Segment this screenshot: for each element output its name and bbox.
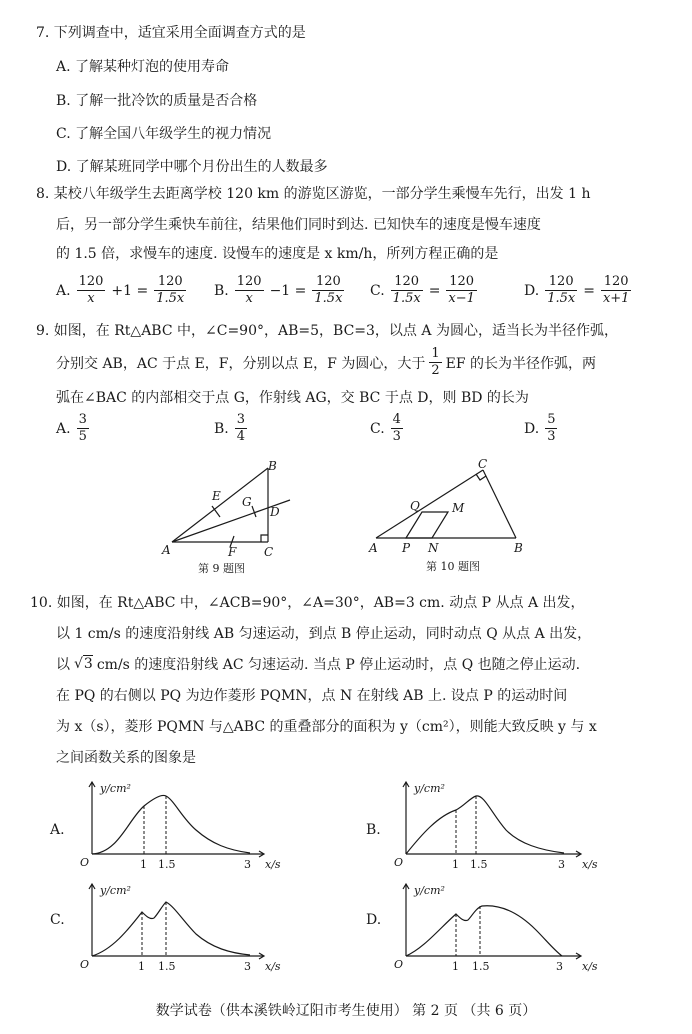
graph-b-ylabel: y/cm² <box>414 782 445 795</box>
q8-line3: 的 1.5 倍，求慢车的速度. 设慢车的速度是 x km/h，所列方程正确的是 <box>56 246 499 262</box>
operator: = <box>428 282 441 299</box>
label-n: N <box>428 541 439 555</box>
graph-d-tick-1: 1 <box>452 960 459 973</box>
q9-line1: 9. 如图，在 Rt△ABC 中，∠C=90°，AB=5，BC=3，以点 A 为圆心，适当长为半径作弧， <box>36 323 618 339</box>
q10-line2: 以 1 cm/s 的速度沿射线 AB 匀速运动，到点 B 停止运动，同时动点 Q 从点 A 出发， <box>56 626 592 642</box>
numerator: 120 <box>446 274 477 291</box>
numerator: 120 <box>78 274 104 289</box>
right-angle-c <box>261 535 268 542</box>
page-footer: 数学试卷（供本溪铁岭辽阳市考生使用） 第 2 页 （共 6 页） <box>155 1003 537 1019</box>
q10-line4: 在 PQ 的右侧以 PQ 为边作菱形 PQMN，点 N 在射线 AB 上. 设点 P 的运动时间 <box>56 688 568 704</box>
segment-ac <box>376 470 483 538</box>
label-a: A <box>162 543 171 557</box>
q8-option-letter: B. <box>214 282 229 299</box>
numerator: 120 <box>154 274 186 291</box>
graph-a-tick-1: 1 <box>140 858 147 871</box>
sqrt-radicand: 3 <box>83 656 93 672</box>
q9-option-c <box>370 412 403 445</box>
denominator: x <box>87 291 95 306</box>
q10-line1: 10. 如图，在 Rt△ABC 中，∠ACB=90°，∠A=30°，AB=3 cm. 动点 P 从点 A 出发， <box>30 595 585 611</box>
graph-b-tick-1: 1 <box>452 858 459 871</box>
q8-option-letter: D. <box>524 282 540 299</box>
fraction <box>391 412 403 445</box>
q8-option-c <box>370 274 477 307</box>
fraction <box>235 412 247 445</box>
fraction <box>545 412 557 445</box>
fraction <box>601 274 632 307</box>
graph-c-letter: C. <box>50 912 65 928</box>
q10-line3 <box>56 654 580 674</box>
fraction <box>446 274 477 307</box>
q9-line2-end: EF 的长为半径作弧，两 <box>445 355 597 372</box>
q9-option-b <box>214 412 247 445</box>
denominator: 4 <box>236 429 246 444</box>
arc-mark-g <box>252 506 256 517</box>
q10-line6: 之间函数关系的图象是 <box>56 750 196 766</box>
q9-line3: 弧在∠BAC 的内部相交于点 G，作射线 AG，交 BC 于点 D，则 BD 的长为 <box>56 390 529 406</box>
operator: −1 = <box>269 282 307 299</box>
q9-option-letter: D. <box>524 420 540 437</box>
graph-d-letter: D. <box>366 912 382 928</box>
numerator: 120 <box>236 274 262 289</box>
graph-a-origin: O <box>80 856 90 869</box>
denominator: 5 <box>78 429 87 444</box>
graph-b-tick-1-5: 1.5 <box>470 858 488 871</box>
numerator: 3 <box>78 412 87 427</box>
denominator: 1.5x <box>392 291 421 306</box>
numerator: 1 <box>431 346 440 361</box>
label-m: M <box>452 501 465 515</box>
q8-option-d <box>524 274 631 307</box>
fraction <box>77 274 106 307</box>
graph-a-xlabel: x/s <box>265 858 281 871</box>
label-q: Q <box>410 499 420 513</box>
graph-d-ylabel: y/cm² <box>414 884 445 897</box>
q9-option-d <box>524 412 557 445</box>
q8-option-letter: A. <box>56 282 71 299</box>
operator: = <box>583 282 595 299</box>
curve-b <box>406 796 564 854</box>
label-b: B <box>514 541 523 555</box>
graph-c-origin: O <box>80 958 90 971</box>
label-d: D <box>270 505 280 519</box>
denominator: x−1 <box>448 291 475 306</box>
q8-option-letter: C. <box>370 282 385 299</box>
figure-9 <box>160 460 300 575</box>
numerator: 120 <box>391 274 423 291</box>
denominator: 3 <box>392 429 401 444</box>
denominator: x+1 <box>602 291 630 306</box>
graph-a-tick-1-5: 1.5 <box>158 858 176 871</box>
q9-line2-start: 分别交 AB，AC 于点 E，F，分别以点 E，F 为圆心，大于 <box>56 355 426 372</box>
q7-option-a: A. 了解某种灯泡的使用寿命 <box>56 59 230 75</box>
denominator: 1.5x <box>547 291 576 306</box>
graph-a <box>78 778 308 878</box>
q9-option-letter: B. <box>214 420 229 437</box>
fraction <box>235 274 264 307</box>
segment-ab <box>172 468 268 542</box>
denominator: x <box>245 291 253 306</box>
denominator: 2 <box>431 363 440 378</box>
label-f: F <box>228 545 237 559</box>
label-c: C <box>264 545 274 559</box>
graph-d <box>392 880 622 980</box>
graph-d-tick-3: 3 <box>556 960 563 973</box>
half-fraction <box>429 346 441 379</box>
graph-d-tick-1-5: 1.5 <box>472 960 490 973</box>
graph-a-letter: A. <box>50 822 65 838</box>
graph-b-letter: B. <box>366 822 381 838</box>
q10-line3-end: cm/s 的速度沿射线 AC 匀速运动. 当点 P 停止运动时，点 Q 也随之停止运动. <box>96 657 581 673</box>
denominator: 1.5x <box>156 291 185 306</box>
graph-c-tick-3: 3 <box>244 960 251 973</box>
q7-stem: 7. 下列调查中，适宜采用全面调查方式的是 <box>36 25 306 41</box>
q8-line1: 8. 某校八年级学生去距离学校 120 km 的游览区游览，一部分学生乘慢车先行，出发 1 h <box>36 186 591 202</box>
operator: +1 = <box>111 282 149 299</box>
numerator: 5 <box>547 412 556 427</box>
numerator: 120 <box>601 274 632 291</box>
label-c: C <box>478 458 488 471</box>
graph-b <box>392 778 622 878</box>
graph-c-xlabel: x/s <box>265 960 281 973</box>
label-b: B <box>268 460 277 473</box>
numerator: 120 <box>312 274 344 291</box>
curve-d <box>406 906 562 956</box>
label-p: P <box>402 541 411 555</box>
graph-d-origin: O <box>394 958 404 971</box>
graph-c-tick-1: 1 <box>138 960 145 973</box>
q8-line2: 后，另一部分学生乘快车前往，结果他们同时到达. 已知快车的速度是慢车速度 <box>56 217 541 233</box>
sqrt-icon: √3 <box>74 656 93 672</box>
q7-option-d: D. 了解某班同学中哪个月份出生的人数最多 <box>56 159 328 175</box>
curve-c <box>92 902 250 956</box>
label-g: G <box>242 495 252 509</box>
fraction <box>154 274 186 307</box>
q8-option-a <box>56 274 186 307</box>
figure-9-caption: 第 9 题图 <box>198 562 245 575</box>
graph-b-tick-3: 3 <box>558 858 565 871</box>
right-angle-c <box>476 474 486 480</box>
numerator: 120 <box>545 274 577 291</box>
denominator: 1.5x <box>314 291 343 306</box>
q10-line5: 为 x（s），菱形 PQMN 与△ABC 的重叠部分的面积为 y（cm²），则能大致反映 y 与 x <box>56 719 597 735</box>
q8-option-b <box>214 274 344 307</box>
curve-a <box>92 795 250 854</box>
denominator: 3 <box>547 429 556 444</box>
fraction <box>545 274 577 307</box>
label-a: A <box>369 541 378 555</box>
fraction <box>391 274 423 307</box>
fraction <box>312 274 344 307</box>
graph-a-ylabel: y/cm² <box>100 782 131 795</box>
q9-option-a <box>56 412 89 445</box>
numerator: 4 <box>392 412 401 427</box>
graph-c <box>78 880 308 980</box>
q10-line3-start: 以 <box>56 657 70 673</box>
q9-option-letter: A. <box>56 420 71 437</box>
numerator: 3 <box>236 412 246 427</box>
fraction <box>77 412 89 445</box>
graph-d-xlabel: x/s <box>582 960 598 973</box>
q7-option-c: C. 了解全国八年级学生的视力情况 <box>56 126 272 142</box>
graph-c-tick-1-5: 1.5 <box>158 960 176 973</box>
rhombus-pqmn <box>406 512 448 538</box>
graph-c-ylabel: y/cm² <box>100 884 131 897</box>
label-e: E <box>212 489 221 503</box>
segment-cb <box>483 470 516 538</box>
figure-10 <box>368 458 538 575</box>
graph-b-origin: O <box>394 856 404 869</box>
q7-option-b: B. 了解一批冷饮的质量是否合格 <box>56 93 258 109</box>
q9-option-letter: C. <box>370 420 385 437</box>
graph-b-xlabel: x/s <box>582 858 598 871</box>
figure-10-caption: 第 10 题图 <box>426 560 480 573</box>
graph-a-tick-3: 3 <box>244 858 251 871</box>
q9-line2 <box>56 346 596 379</box>
